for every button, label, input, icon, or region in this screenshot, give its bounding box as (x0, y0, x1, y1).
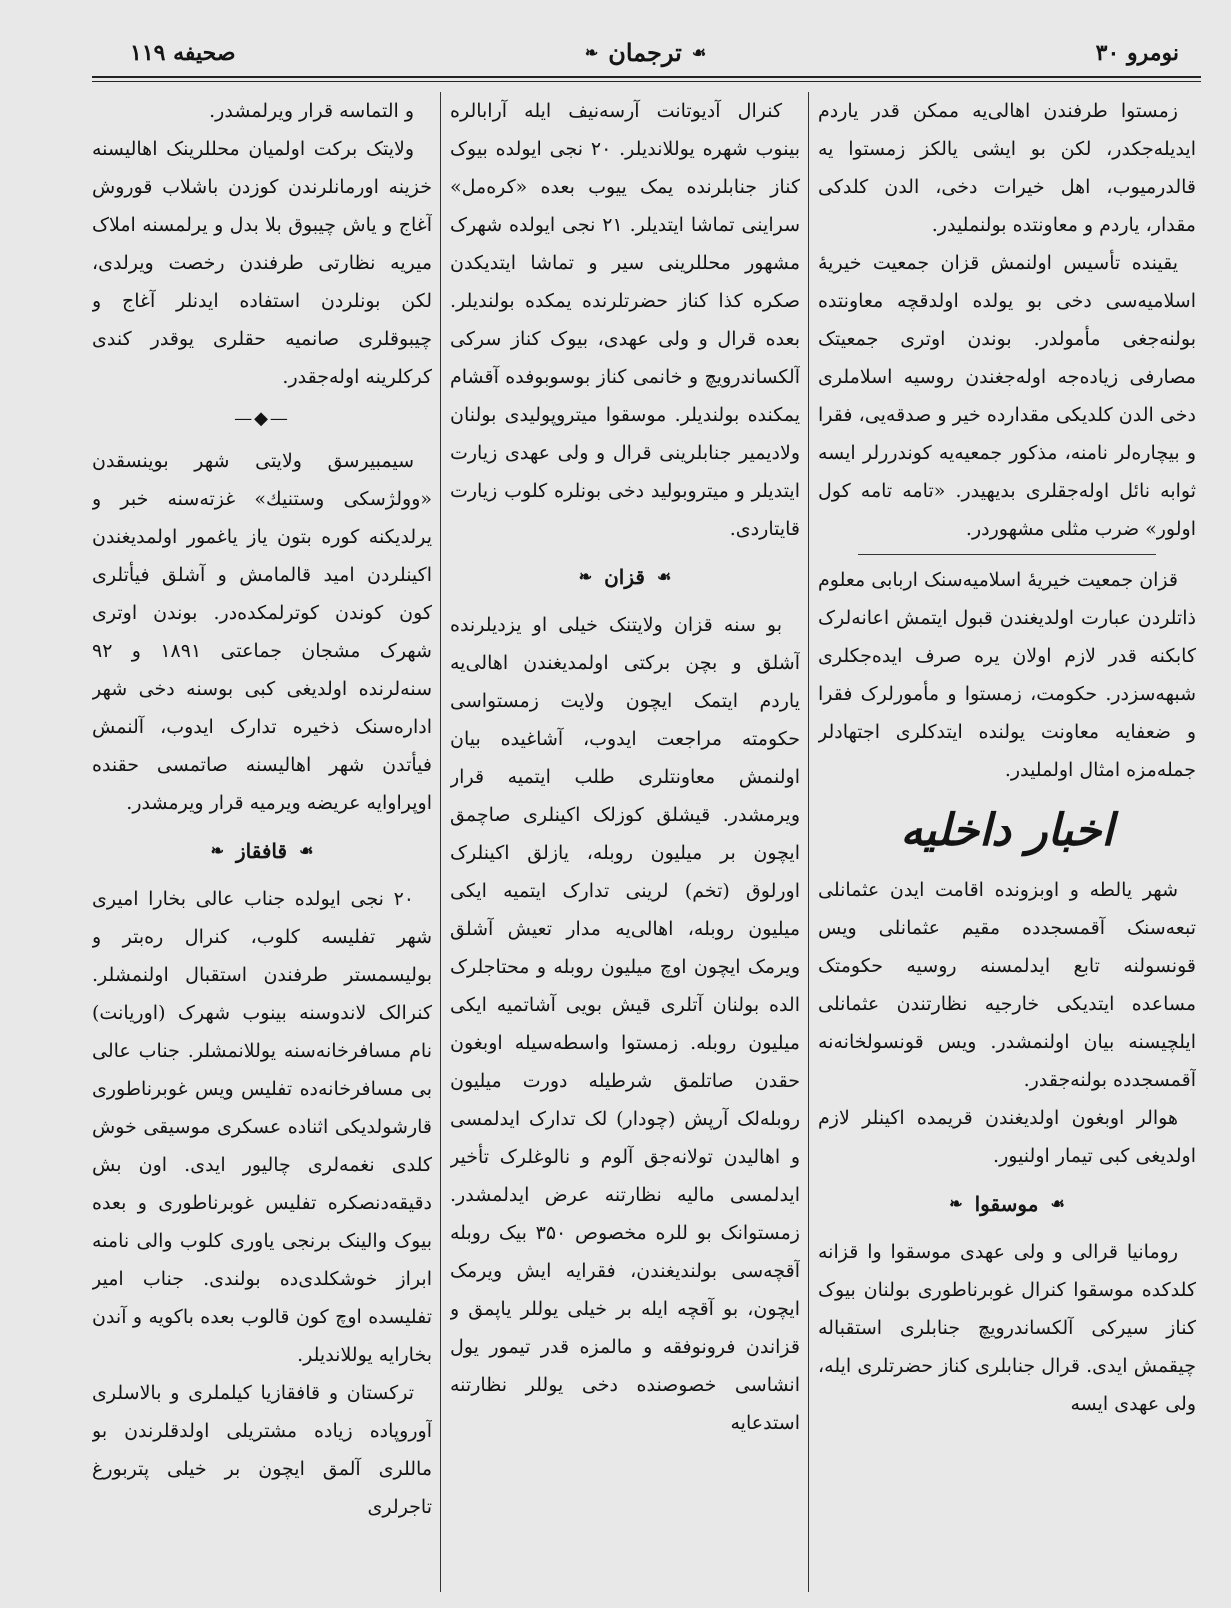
page-header (90, 36, 1201, 70)
header-rule-thin (92, 81, 1201, 82)
paragraph: کنرال آدیوتانت آرسه‌نیف ایله آرابالره بینوب شهره یوللاندیلر. ۲۰ نجی ایولده بیوک کناز جنابلرنده یمک ییوب بعده «کره‌مل» سراینی تماشا ایتدیلر. ۲۱ نجی ایولده شهرک مشهور محللرینی سیر و تماشا ایتدیکدن صکره کذا کناز حضرتلرنده یمکده بولندیلر. بعده قرال و ولی عهدی، بیوک کناز سرکی آلکساندرویچ و خانمی کناز بوسوبوفده آقشام یمکنده بولندیلر. موسقوا میتروپولیدی بولنان ولادیمیر جنابلرینی قرال و ولی عهدی زیارت ایتدیلر و میتروبولید دخی بونلره کلوب زیارت قایتاردی. (450, 100, 800, 540)
column-divider (808, 92, 809, 1592)
ornament-right-icon: ☙ (656, 567, 672, 586)
ornament-left-icon: ❧ (210, 841, 224, 860)
column-middle (450, 92, 800, 1592)
ornament-left-icon: ❧ (584, 43, 599, 62)
ornament-right-icon: ☙ (299, 841, 314, 860)
section-title: قافقاز (235, 839, 288, 863)
column-divider (440, 92, 441, 1592)
ornament-right-icon: ☙ (691, 43, 707, 62)
ornament-left-icon: ❧ (949, 1194, 963, 1213)
divider (858, 554, 1156, 555)
paragraph: ترکستان و قافقازیا کیلملری و بالاسلری آوروپاده زیاده مشتریلی اولدقلرندن بو ماللری آلمق ایچون بر خیلی پتربورغ تاجرلری (92, 1382, 432, 1518)
paragraph: بو سنه قزان ولایتنک خیلی او یزدیلرنده آشلق و بچن برکتی اولمدیغندن اهالی‌یه یاردم ایتمک ایچون ولایت زمستواسی حکومته مراجعت ایدوب، آشاغیده بیان اولنمش معاونتلری طلب ایتمیه قرار ویرمشدر. قیشلق کوزلک اکینلری صاچمق ایچون بر میلیون روبله، یازلق اکینلرک اورلوق (تخم) لرینی تدارک ایتمیه ایکی میلیون روبله، اهالی‌یه مدار تعیش آشلق ویرمک ایچون اوچ میلیون روبله و محتاجلرک الده بولنان آتلری قیش بویی آشاتمیه ایکی میلیون روبله. زمستوا واسطه‌سیله اوبغون حقدن صاتلمق شرطیله دورت میلیون روبله‌لک آرپش (چودار) لک تدارک ایدلمسی و اهالیدن تولانه‌جق آلوم و نالوغلرک تأخیر ایدلمسی مالیه نظارتنه عرض ایدلمشدر. زمستوانک بو للره مخصوص ۳۵۰ بیک روبله آقچه‌سی بولندیغندن، فقرایه ایش ویرمک ایچون، بو آقچه ایله بر خیلی یوللر یاپمق و قزاندن فرونوفقه و مالمزه قدر تیمور یول انشاسی خصوصنده دخی یوللر نظارتنه استدعایه (450, 614, 800, 1434)
section-title: موسقوا (974, 1192, 1039, 1216)
header-rule (92, 76, 1201, 78)
issue-number: نومرو ۳۰ (1095, 40, 1179, 66)
ornament-right-icon: ☙ (1050, 1194, 1065, 1213)
section-heading-kazan (450, 558, 800, 596)
paragraph: زمستوا طرفندن اهالی‌یه ممکن قدر یاردم ایدیله‌جکدر، لکن بو ایشی یالکز زمستوا یه قالدرمیوب، اهل خیرات دخی، الدن کلدکی مقدار، یاردم و معاونتده بولنملیدر. (818, 100, 1196, 236)
ornament-left-icon: ❧ (578, 567, 593, 586)
paragraph: هوالر اوبغون اولدیغندن قریمده اکینلر لازم اولدیغی کبی تیمار اولنیور. (818, 1107, 1196, 1167)
paragraph: ۲۰ نجی ایولده جناب عالی بخارا امیری شهر تفلیسه کلوب، کنرال ره‌بتر و بولیسمستر طرفندن استقبال اولنمشلر. کنرالک لاندوسنه بینوب شهرک (اوریانت) نام مسافرخانه‌سنه یوللانمشلر. جناب عالی بی مسافرخانه‌ده تفلیس ویس غوبرناطوری قارشولدیکی اثناده عسکری موسیقی خوش کلدی نغمه‌لری چالیور ایدی. اون بش دقیقه‌دنصکره تفلیس غوبرناطوری و بعده بیوک والینک برنجی یاوری کلوب والی نامنه ابراز خوشکلدی‌ده بولندی. جناب امیر تفلیسده اوچ کون قالوب بعده باکویه و آندن بخارایه یوللاندیلر. (92, 888, 432, 1366)
paragraph: ولایتک برکت اولمیان محللرینک اهالیسنه خزینه اورمانلرندن کوزدن باشلاب قوروش آغاج و یاش چیبوق بلا بدل و یرلمسنه املاک میریه نظارتی طرفندن رخصت ویرلدی، لکن بونلردن استفاده ایدنلر آغاج و چیبوقلری صانمیه حقلری یوقدر کندی کرکلرینه اوله‌جقدر. (92, 138, 432, 388)
paragraph: و التماسه قرار ویرلمشدر. (209, 100, 414, 122)
paper-name: ترجمان (608, 38, 682, 67)
paragraph: قزان جمعیت خیریۀ اسلامیه‌سنک اربابی معلوم ذاتلردن عبارت اولدیغندن قبول ایتمش اعانه‌لرک کابکنه قدر لازم اولان یره صرف ایده‌جکلری شبهه‌سزدر. حکومت، زمستوا و مأمورلرک فقرا و ضعفایه معاونت یولنده ایتدکلری اجتهادلر جمله‌مزه امثال اولملیدر. (818, 569, 1196, 781)
paragraph: رومانیا قرالی و ولی عهدی موسقوا وا قزانه کلدکده موسقوا کنرال غوبرناطوری بولنان بیوک کناز سیرکی آلکساندرویچ جنابلری استقباله چیقمش ایدی. قرال جنابلری کناز حضرتلری ایله، ولی عهدی ایسه (818, 1241, 1196, 1415)
section-heading-caucasus (92, 832, 432, 870)
section-banner-title: اخبار داخلیه (900, 805, 1114, 856)
paragraph: سیمبیرسق ولایتی شهر بوینسقدن «وولژسکی وستنیك» غزته‌سنه خبر و یرلدیکنه کوره بتون یاز یاغمور اولمدیغندن اکینلردن امید قالمامش و آشلق فیأتلری کون کوندن کوترلمکده‌در. بوندن اوتری شهرک مشجان جماعتی ۱۸۹۱ و ۹۲ سنه‌لرنده اولدیغی کبی بوسنه دخی شهر اداره‌سنک ذخیره تدارک ایدوب، آلنمش فیأتدن شهر اهالیسنه صاتمسی حقنده اوپراوایه عریضه ویرمیه قرار ویرمشدر. (92, 450, 432, 814)
page-number: صحیفه ۱۱۹ (130, 40, 236, 66)
paragraph: یقینده تأسیس اولنمش قزان جمعیت خیریۀ اسلامیه‌سی دخی بو یولده اولدقچه معاونتده بولنه‌جغی مأمولدر. بوندن اوتری جمعیتک مصارفی زیاده‌جه اوله‌جغندن روسیه اسلاملری دخی الدن کلدیکی مقدارده خیر و صدقه‌یی، فقرا و بیچاره‌لر نامنه، مذکور جمعیه‌یه کوندررلر ایسه ثوابه نائل اوله‌جقلری بدیهیدر. «تامه تامه کول اولور» ضرب مثلی مشهوردر. (818, 252, 1196, 540)
column-right (818, 92, 1196, 1592)
section-heading-moscow (818, 1185, 1196, 1223)
section-title: قزان (604, 565, 645, 589)
paper-title (585, 38, 706, 67)
separator-ornament: —◆— (234, 408, 290, 429)
paragraph: شهر یالطه و اوبزونده اقامت ایدن عثمانلی تبعه‌سنک آقمسجدده مقیم عثمانلی ویس قونسولنه تابع ایدلمسنه روسیه حکومتک مساعده ایتدیکی خارجیه نظارتندن عثمانلی ایلچیسنه بیان اولنمشدر. ویس قونسولخانه‌نه آقمسجدده بولنه‌جقدر. (818, 879, 1196, 1091)
column-left (92, 92, 432, 1592)
